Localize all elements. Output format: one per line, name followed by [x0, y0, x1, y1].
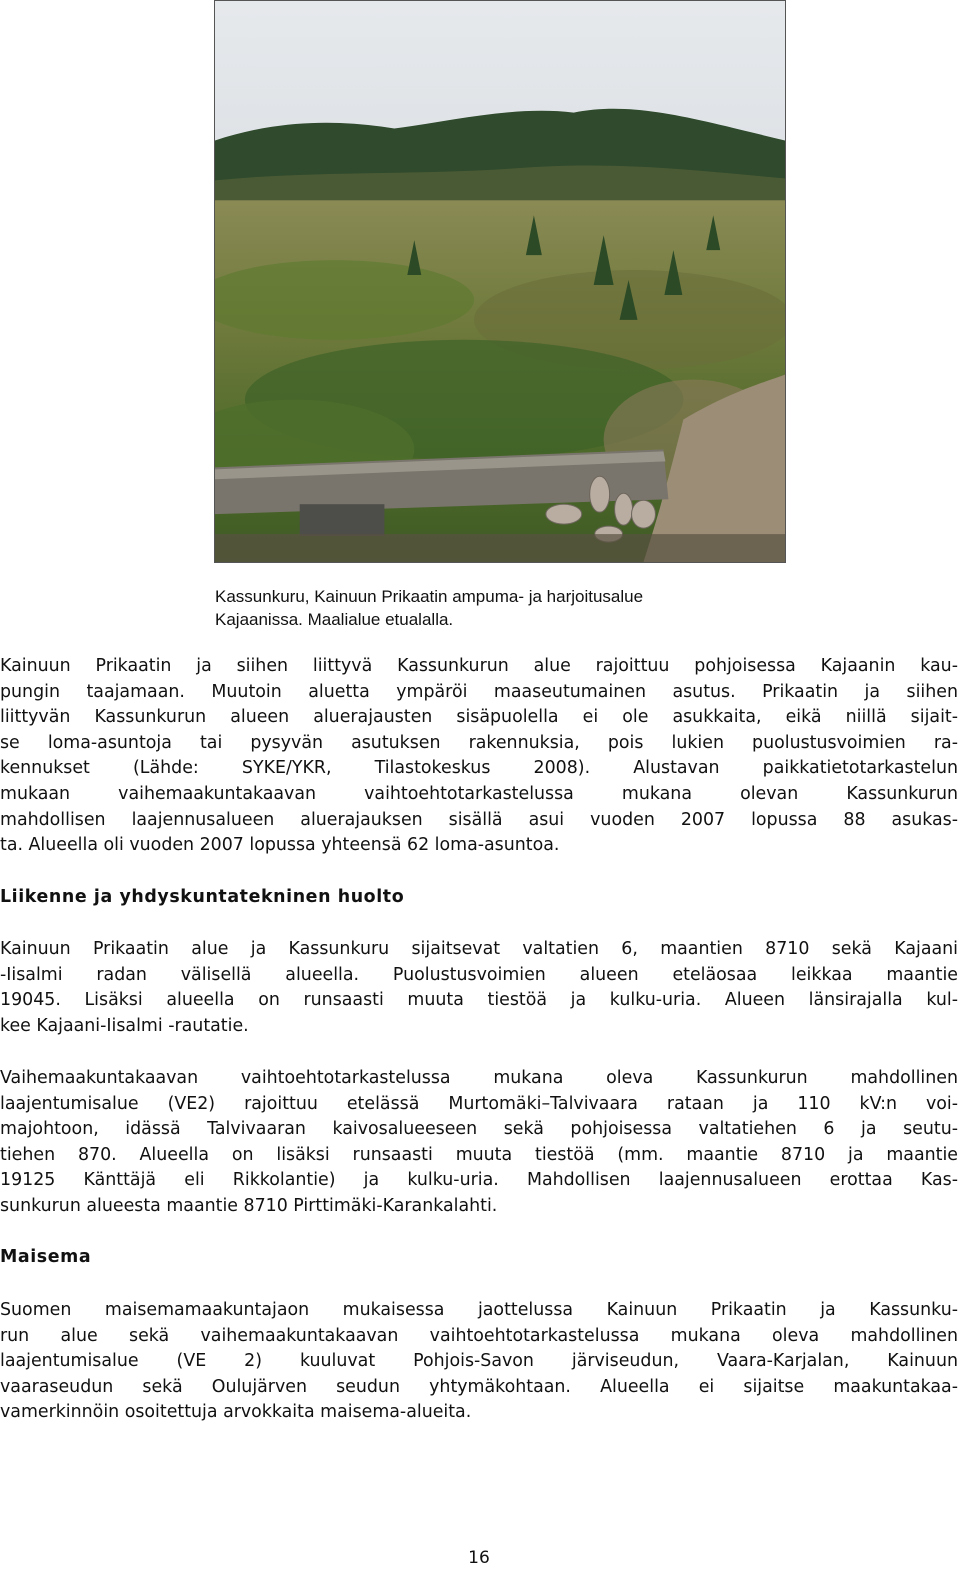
- text-line: laajentumisalue (VE 2) kuuluvat Pohjois-Savon järviseudun, Vaara-Karjalan, Kainuun: [0, 1351, 958, 1372]
- section-heading-landscape: Maisema: [0, 1247, 92, 1267]
- paragraph-population: [0, 654, 958, 859]
- paragraph-expansion-area: [0, 1066, 958, 1220]
- text-line: -Iisalmi radan välisellä alueella. Puolustusvoimien alueen eteläosaa leikkaa maantie: [0, 964, 958, 985]
- text-line: ta. Alueella oli vuoden 2007 lopussa yhteensä 62 loma-asuntoa.: [0, 835, 560, 856]
- text-line: kee Kajaani-Iisalmi -rautatie.: [0, 1015, 249, 1036]
- text-line: pungin taajamaan. Muutoin aluetta ympäröi maaseutumainen asutus. Prikaatin ja siihen: [0, 681, 958, 702]
- text-line: mahdollisen laajennusalueen aluerajauksen sisällä asui vuoden 2007 lopussa 88 asukas-: [0, 809, 958, 830]
- text-line: Suomen maisemamaakuntajaon mukaisessa jaottelussa Kainuun Prikaatin ja Kassunku-: [0, 1300, 958, 1320]
- text-line: run alue sekä vaihemaakuntakaavan vaihtoehtotarkastelussa mukana oleva mahdollinen: [0, 1325, 958, 1346]
- page-number: 16: [468, 1548, 490, 1568]
- photo-caption: [215, 585, 775, 631]
- caption-line: Kajaanissa. Maalialue etualalla.: [215, 610, 454, 629]
- landscape-photo-icon: [215, 1, 785, 562]
- caption-line: Kassunkuru, Kainuun Prikaatin ampuma- ja harjoitusalue: [215, 587, 644, 606]
- text-line: vamerkinnöin osoitettuja arvokkaita maisema-alueita.: [0, 1402, 472, 1423]
- text-line: mukaan vaihemaakuntakaavan vaihtoehtotarkastelussa mukana olevan Kassunkurun: [0, 783, 958, 804]
- text-line: liittyvän Kassunkurun alueen aluerajausten sisäpuolella ei ole asukkaita, eikä niillä sijait-: [0, 707, 958, 728]
- text-line: vaaraseudun sekä Oulujärven seudun yhtymäkohtaan. Alueella ei sijaitse maakuntakaa-: [0, 1376, 958, 1397]
- text-line: tiehen 870. Alueella on lisäksi runsaasti muuta tiestöä (mm. maantie 8710 ja maantie: [0, 1144, 958, 1165]
- section-heading-traffic: Liikenne ja yhdyskuntatekninen huolto: [0, 887, 405, 907]
- text-line: majohtoon, idässä Talvivaaran kaivosalueeseen sekä pohjoisessa valtatiehen 6 ja seutu-: [0, 1119, 958, 1140]
- text-line: Kainuun Prikaatin ja siihen liittyvä Kassunkurun alue rajoittuu pohjoisessa Kajaanin kau-: [0, 656, 958, 676]
- text-line: Kainuun Prikaatin alue ja Kassunkuru sijaitsevat valtatien 6, maantien 8710 sekä Kajaani: [0, 939, 958, 959]
- paragraph-traffic: [0, 937, 958, 1039]
- text-line: Vaihemaakuntakaavan vaihtoehtotarkastelussa mukana oleva Kassunkurun mahdollinen: [0, 1068, 958, 1088]
- text-line: sunkurun alueesta maantie 8710 Pirttimäki-Karankalahti.: [0, 1195, 498, 1216]
- text-line: kennukset (Lähde: SYKE/YKR, Tilastokeskus 2008). Alustavan paikkatietotarkastelun: [0, 758, 958, 779]
- landscape-photo: [214, 0, 786, 563]
- text-line: se loma-asuntoja tai pysyvän asutuksen rakennuksia, pois lukien puolustusvoimien ra-: [0, 732, 958, 753]
- text-line: laajentumisalue (VE2) rajoittuu etelässä Murtomäki–Talvivaara rataan ja 110 kV:n voi-: [0, 1093, 958, 1114]
- text-line: 19045. Lisäksi alueella on runsaasti muuta tiestöä ja kulku-uria. Alueen länsirajalla kul-: [0, 990, 958, 1011]
- text-line: 19125 Känttäjä eli Rikkolantie) ja kulku-uria. Mahdollisen laajennusalueen erottaa Kas-: [0, 1170, 958, 1191]
- paragraph-landscape: [0, 1298, 958, 1426]
